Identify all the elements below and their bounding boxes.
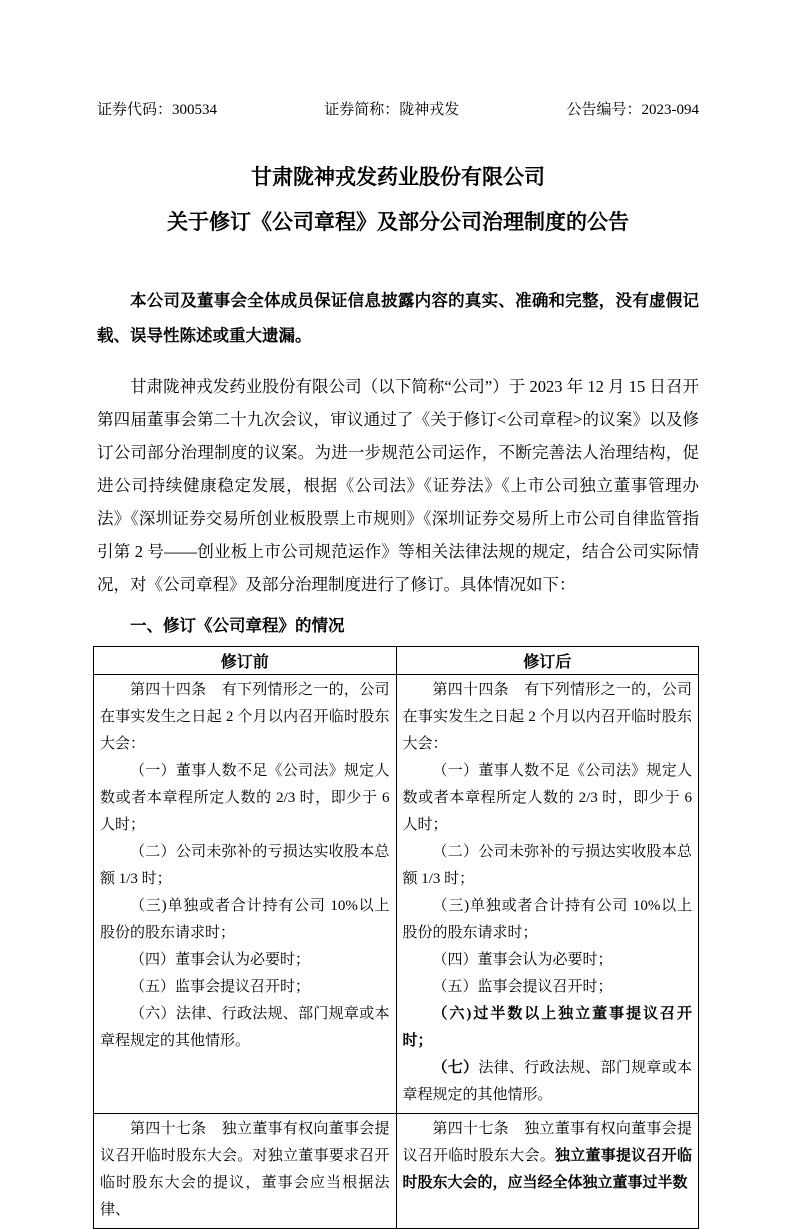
clause-number-bold: （七）	[432, 1060, 479, 1076]
clause-paragraph: （二）公司未弥补的亏损达实收股本总额 1/3 时；	[402, 844, 692, 887]
clause-paragraph: （五）监事会提议召开时；	[130, 979, 311, 995]
clause-paragraph: （一）董事人数不足《公司法》规定人数或者本章程所定人数的 2/3 时，即少于 6 人时；	[402, 763, 692, 833]
clause-paragraph: 第四十七条 独立董事有权向董事会提议召开临时股东大会。对独立董事要求召开临时股东大会的提议，董事会应当根据法律、	[100, 1121, 390, 1218]
table-row-article-47	[94, 1114, 699, 1229]
announcement-title: 关于修订《公司章程》及部分公司治理制度的公告	[167, 210, 629, 234]
document-header	[97, 100, 699, 120]
table-header-row	[94, 647, 699, 675]
clause-paragraph: （三)单独或者合计持有公司 10%以上股份的股东请求时；	[402, 898, 692, 941]
intro-paragraph: 甘肃陇神戎发药业股份有限公司（以下简称“公司”）于 2023 年 12 月 15 日召开第四届董事会第二十九次会议，审议通过了《关于修订<公司章程>的议案》以及修订公司部分治理制度的议案。为进一步规范公司运作，不断完善法人治理结构，促进公司持续健康稳定发展，根据《公司法》《证券法》《上市公司独立董事管理办法》《深圳证券交易所创业板股票上市规则》《深圳证券交易所上市公司自律监管指引第 2 号——创业板上市公司规范运作》等相关法律法规的规定，结合公司实际情况，对《公司章程》及部分治理制度进行了修订。具体情况如下：	[97, 377, 699, 594]
table-row-article-44	[94, 675, 699, 1114]
column-header-after: 修订后	[396, 647, 699, 675]
company-name-title: 甘肃陇神戎发药业股份有限公司	[251, 165, 545, 189]
section-heading-revision: 一、修订《公司章程》的情况	[130, 616, 345, 635]
clause-paragraph: （二）公司未弥补的亏损达实收股本总额 1/3 时；	[100, 844, 390, 887]
revision-comparison-table	[93, 646, 699, 1229]
clause-paragraph	[403, 1116, 693, 1197]
clause-paragraph: 第四十四条 有下列情形之一的，公司在事实发生之日起 2 个月以内召开临时股东大会：	[100, 682, 390, 752]
cell-article-47-before	[94, 1114, 397, 1229]
clause-paragraph: （三)单独或者合计持有公司 10%以上股份的股东请求时；	[100, 898, 390, 941]
clause-paragraph: （一）董事人数不足《公司法》规定人数或者本章程所定人数的 2/3 时，即少于 6 人时；	[100, 763, 390, 833]
clause-paragraph-revised-bold: （六)过半数以上独立董事提议召开时；	[402, 1006, 692, 1049]
clause-paragraph: （五）监事会提议召开时；	[432, 979, 613, 995]
board-declaration-paragraph: 本公司及董事会全体成员保证信息披露内容的真实、准确和完整，没有虚假记载、误导性陈述或重大遗漏。	[97, 291, 699, 345]
clause-paragraph: 第四十四条 有下列情形之一的，公司在事实发生之日起 2 个月以内召开临时股东大会：	[402, 682, 692, 752]
clause-text: 第四十七条 独立董事有权向董事会提议召开临时股东大会。	[402, 1121, 692, 1164]
clause-text: 法律、行政法规、部门规章或本章程规定的其他情形。	[402, 1060, 692, 1103]
cell-article-44-after	[396, 675, 699, 1114]
stock-code: 证券代码：300534	[97, 102, 218, 118]
announcement-number: 公告编号：2023-094	[566, 102, 699, 118]
column-header-before: 修订前	[94, 647, 397, 675]
clause-paragraph: （四）董事会认为必要时；	[130, 952, 311, 968]
cell-article-47-after	[396, 1114, 699, 1229]
clause-paragraph: （六）法律、行政法规、部门规章或本章程规定的其他情形。	[100, 1006, 390, 1049]
clause-text-revised-bold: 独立董事提议召开临时股东大会的，应当经全体独立董事过半数	[402, 1148, 692, 1191]
cell-article-44-before	[94, 675, 397, 1114]
clause-paragraph	[403, 1055, 693, 1109]
clause-paragraph: （四）董事会认为必要时；	[432, 952, 613, 968]
stock-short-name: 证券简称：陇神戎发	[324, 102, 460, 118]
